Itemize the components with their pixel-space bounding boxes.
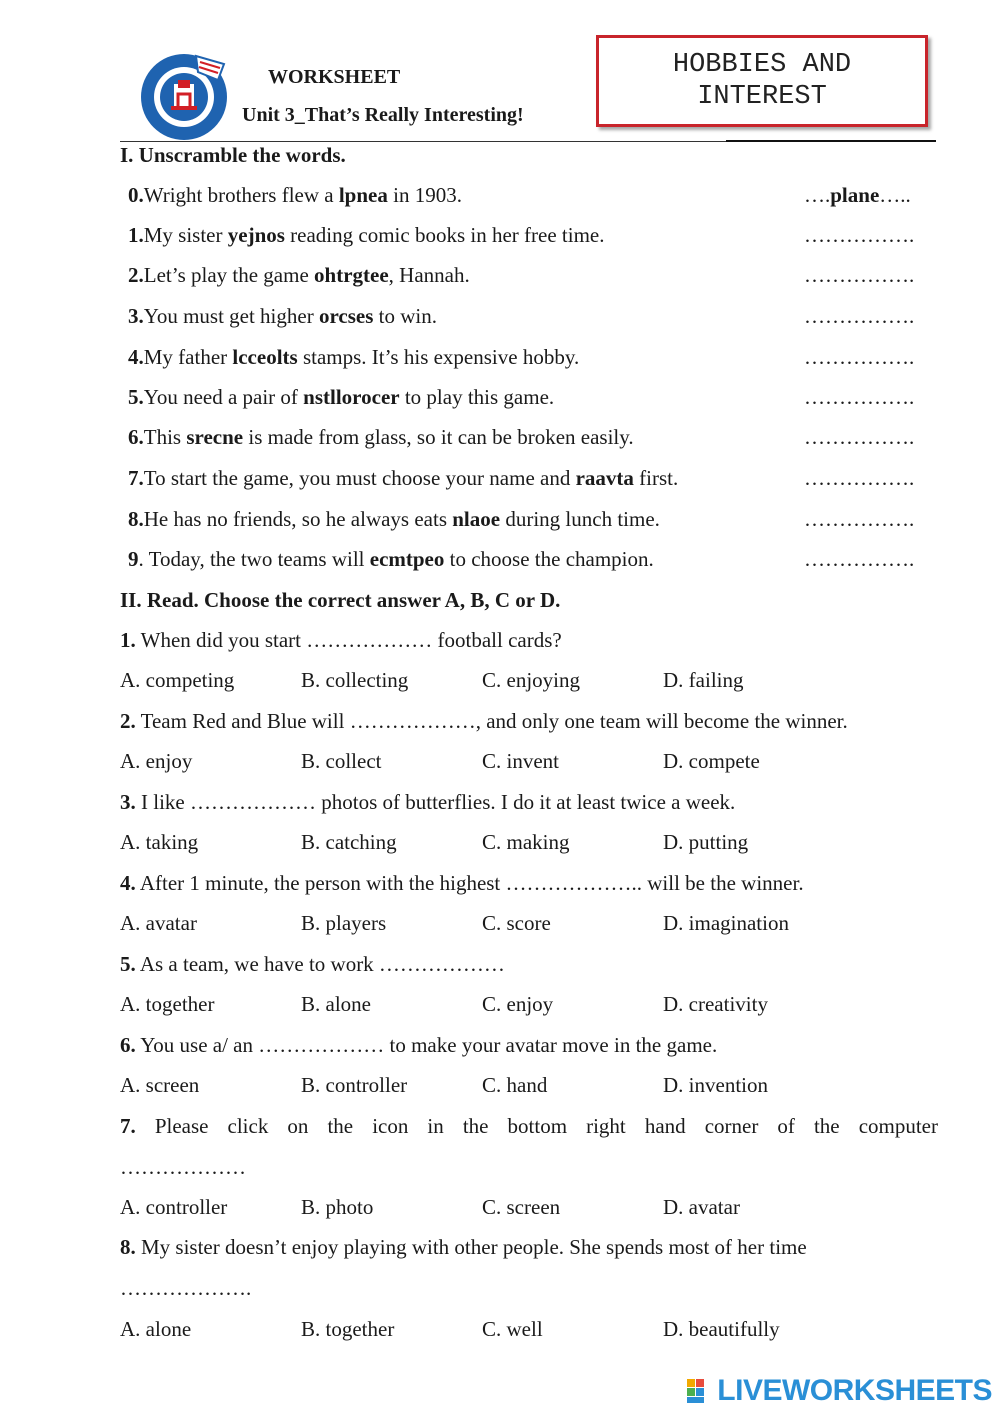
answer-option-a[interactable]: A. avatar [120,911,197,935]
answer-option-d[interactable]: D. failing [663,668,744,692]
scrambled-word: ohtrgtee [314,263,389,287]
answer-option-b[interactable]: B. collect [301,749,382,773]
answer-option-b[interactable]: B. alone [301,992,371,1016]
answer-option-b[interactable]: B. controller [301,1073,408,1097]
item-text-pre: Let’s play the game [143,263,315,287]
unscramble-item [128,183,462,208]
item-text-pre: He has no friends, so he always eats [143,507,453,531]
answer-blank[interactable]: ……………. [804,345,915,369]
answer-blank[interactable]: ……………. [804,547,915,571]
item-text-post: during lunch time. [500,507,660,531]
question-text: When did you start ……………… football cards? [135,628,562,652]
question-text: My sister doesn’t enjoy playing with other people. She spends most of her time [135,1235,807,1259]
answer-option-a[interactable]: A. alone [120,1317,192,1341]
answer-option-d[interactable]: D. creativity [663,992,768,1016]
question [120,871,804,896]
question [120,790,735,815]
item-text-pre: My father [143,345,233,369]
item-number: 6. [128,425,144,449]
answer-option-a[interactable]: A. taking [120,830,199,854]
item-number: 0. [128,183,144,207]
item-number: 3. [128,304,144,328]
item-text-post: stamps. It’s his expensive hobby. [297,345,580,369]
answer-blank-example[interactable] [804,183,911,208]
scrambled-word: srecne [186,425,244,449]
section1-heading: I. Unscramble the words. [120,143,346,167]
answer-option-b[interactable]: B. collecting [301,668,409,692]
question-number: 6. [120,1033,136,1057]
item-text-pre: To start the game, you must choose your name and [143,466,576,490]
question-number: 2. [120,709,136,733]
answer-option-c[interactable]: C. enjoying [482,668,580,692]
item-number: 8. [128,507,144,531]
question [120,952,505,977]
item-text-pre: Wright brothers flew a [143,183,339,207]
item-number: 1. [128,223,144,247]
answer-option-d[interactable]: D. invention [663,1073,768,1097]
item-text-post: first. [633,466,679,490]
question-number: 1. [120,628,136,652]
question-text: As a team, we have to work ……………… [135,952,505,976]
answer-option-a[interactable]: A. screen [120,1073,200,1097]
unscramble-item [128,466,678,491]
answer-option-b[interactable]: B. catching [301,830,397,854]
scrambled-word: ecmtpeo [369,547,445,571]
question-text: You use a/ an ……………… to make your avatar move in the game. [135,1033,718,1057]
scrambled-word: nlaoe [452,507,501,531]
answer-option-d[interactable]: D. putting [663,830,749,854]
answer-option-c[interactable]: C. score [482,911,551,935]
section2-heading: II. Read. Choose the correct answer A, B, C or D. [120,588,561,612]
question [120,1114,938,1139]
answer-blank[interactable]: ……………. [804,304,915,328]
item-text-post: , Hannah. [388,263,470,287]
unscramble-item [128,547,654,572]
header-divider-accent [726,140,936,142]
scrambled-word: nstllorocer [303,385,400,409]
liveworksheets-logo-icon [687,1377,713,1405]
answer-option-a[interactable]: A. controller [120,1195,228,1219]
question-text: Team Red and Blue will ………………, and only one team will become the winner. [135,709,848,733]
answer-blank[interactable]: ……………. [804,466,915,490]
unscramble-item [128,507,660,532]
unscramble-item [128,304,437,329]
answer-option-d[interactable]: D. beautifully [663,1317,780,1341]
item-number: 7. [128,466,144,490]
answer-option-b[interactable]: B. players [301,911,387,935]
answer-option-c[interactable]: C. enjoy [482,992,554,1016]
scrambled-word: yejnos [227,223,285,247]
item-text-post: in 1903. [387,183,462,207]
item-text-post: to play this game. [399,385,555,409]
question [120,1235,807,1260]
item-text-post: reading comic books in her free time. [284,223,605,247]
question-number: 7. [120,1114,136,1138]
answer-dots-post: ….. [879,183,911,207]
question-number: 4. [120,871,136,895]
question-blank[interactable]: ……………… [120,1155,246,1179]
scrambled-word: lcceolts [232,345,298,369]
answer-option-a[interactable]: A. enjoy [120,749,193,773]
answer-option-c[interactable]: C. hand [482,1073,548,1097]
item-number: 9 [128,547,139,571]
school-logo [138,50,232,142]
answer-word: plane [830,183,880,207]
answer-option-d[interactable]: D. compete [663,749,760,773]
item-number: 2. [128,263,144,287]
question-number: 5. [120,952,136,976]
answer-option-a[interactable]: A. competing [120,668,235,692]
topic-box [596,35,928,127]
answer-option-b[interactable]: B. photo [301,1195,374,1219]
answer-dots-pre: …. [804,183,831,207]
unscramble-item [128,263,470,288]
question [120,709,848,734]
unscramble-item [128,385,554,410]
answer-option-c[interactable]: C. invent [482,749,559,773]
liveworksheets-brand [687,1374,992,1408]
topic-label: HOBBIES AND INTEREST [672,50,852,112]
question [120,1033,717,1058]
answer-blank[interactable]: ……………. [804,263,915,287]
item-text-pre: This [143,425,187,449]
unscramble-item [128,345,579,370]
answer-option-c[interactable]: C. well [482,1317,543,1341]
unit-title: Unit 3_That’s Really Interesting! [242,104,524,126]
item-number: 4. [128,345,144,369]
answer-option-c[interactable]: C. screen [482,1195,561,1219]
answer-option-a[interactable]: A. together [120,992,215,1016]
question-text: Please click on the icon in the bottom right hand corner of the computer [135,1114,938,1138]
answer-option-d[interactable]: D. avatar [663,1195,740,1219]
answer-blank[interactable]: ……………. [804,425,915,449]
scrambled-word: orcses [318,304,374,328]
question [120,628,562,653]
question-number: 3. [120,790,136,814]
answer-option-c[interactable]: C. making [482,830,570,854]
item-text-post: is made from glass, so it can be broken easily. [243,425,634,449]
answer-blank[interactable]: ……………. [804,223,915,247]
answer-blank[interactable]: ……………. [804,507,915,531]
scrambled-word: lpnea [338,183,388,207]
item-text-pre: You must get higher [143,304,319,328]
question-number: 8. [120,1235,136,1259]
item-text-post: to choose the champion. [444,547,654,571]
unscramble-item [128,223,604,248]
scrambled-word: raavta [575,466,634,490]
answer-option-d[interactable]: D. imagination [663,911,789,935]
worksheet-title: WORKSHEET [268,66,401,88]
item-text-post: to win. [373,304,437,328]
item-text-pre: My sister [143,223,228,247]
unscramble-item [128,425,634,450]
item-text-pre: You need a pair of [143,385,304,409]
brand-name: LIVEWORKSHEETS [717,1374,992,1407]
question-text: After 1 minute, the person with the highest ……………….. will be the winner. [135,871,804,895]
answer-blank[interactable]: ……………. [804,385,915,409]
question-text: I like ……………… photos of butterflies. I do it at least twice a week. [135,790,736,814]
item-number: 5. [128,385,144,409]
answer-option-b[interactable]: B. together [301,1317,395,1341]
item-text-pre: . Today, the two teams will [138,547,370,571]
question-blank[interactable]: ………………. [120,1276,252,1300]
